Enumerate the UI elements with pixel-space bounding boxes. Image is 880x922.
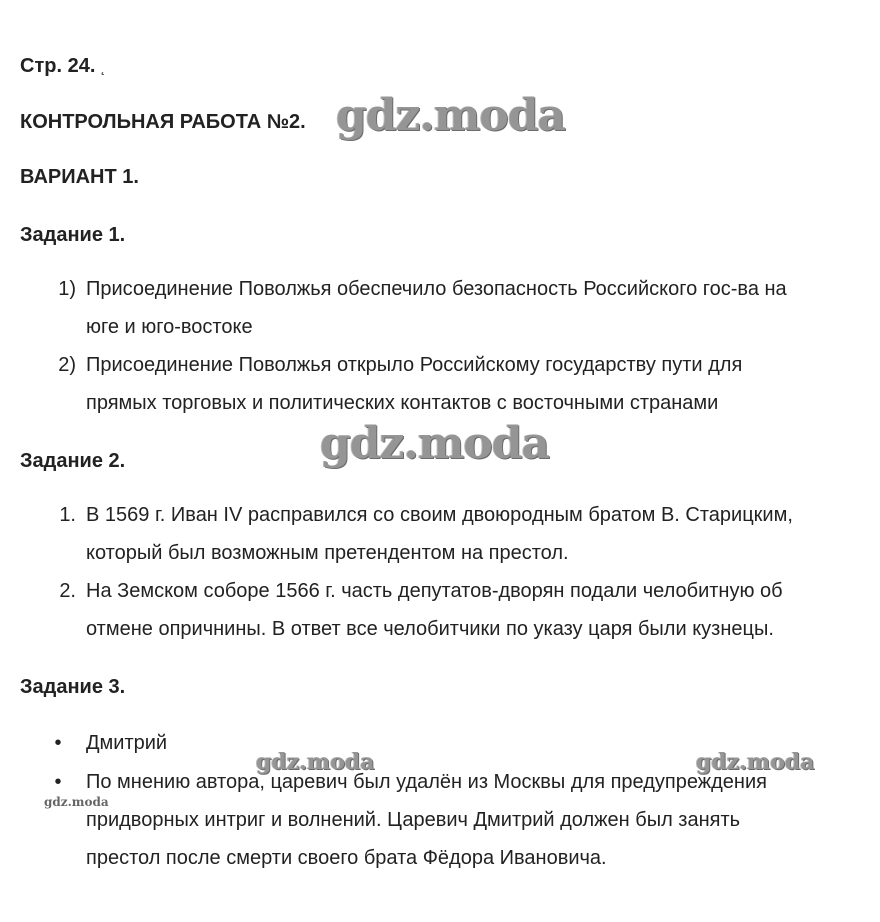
variant-heading: ВАРИАНТ 1. [20,166,139,188]
page-reference: Стр. 24. ˛ [20,55,106,77]
item-text-line: который был возможным претендентом на престол. [86,542,569,564]
item-text-line: отмене опричнины. В ответ все челобитчики по указу царя были кузнецы. [86,618,774,640]
watermark-logo: gdz.moda [320,418,550,469]
item-text-line: прямых торговых и политических контактов с восточными странами [86,392,719,414]
item-text-line: Присоединение Поволжья обеспечило безопасность Российского гос-ва на [86,278,787,300]
item-text-line: Дмитрий [86,732,168,754]
task1-heading: Задание 1. [20,224,126,246]
task2-heading: Задание 2. [20,450,126,472]
item-text-line: Присоединение Поволжья открыло Российскому государству пути для [86,354,743,376]
list-marker: 2. [59,580,76,602]
item-text-line: престол после смерти своего брата Фёдора Ивановича. [86,847,607,869]
watermark-logo: gdz.moda [696,749,815,775]
task3-heading: Задание 3. [20,676,126,698]
watermark-logo: gdz.moda [44,795,109,809]
list-marker: 1) [58,278,76,300]
list-marker: 2) [58,354,76,376]
bullet-marker: • [54,771,62,793]
item-text-line: юге и юго-востоке [86,316,253,338]
watermark-logo: gdz.moda [336,90,566,141]
watermark-logo: gdz.moda [256,749,375,775]
item-text-line: По мнению автора, царевич был удалён из Москвы для предупреждения [86,771,767,793]
item-text-line: придворных интриг и волнений. Царевич Дмитрий должен был занять [86,809,741,831]
list-marker: 1. [59,504,76,526]
bullet-marker: • [54,732,62,754]
item-text-line: На Земском соборе 1566 г. часть депутатов-дворян подали челобитную об [86,580,783,602]
document-title: КОНТРОЛЬНАЯ РАБОТА №2. [20,111,306,133]
item-text-line: В 1569 г. Иван IV расправился со своим двоюродным братом В. Старицким, [86,504,793,526]
